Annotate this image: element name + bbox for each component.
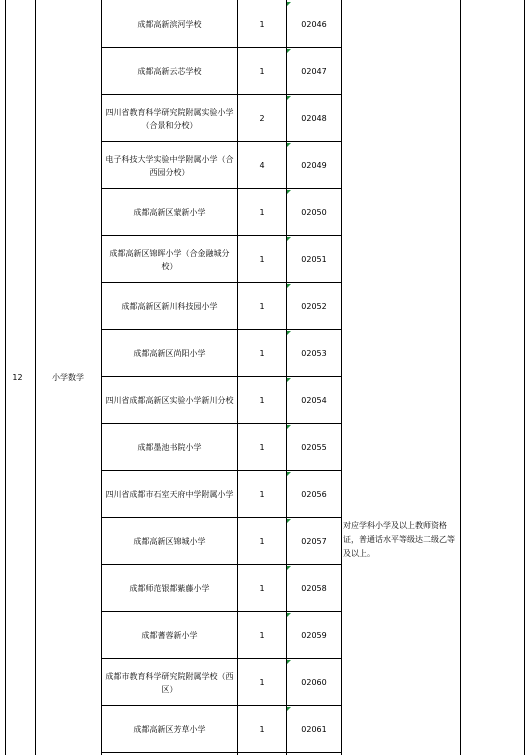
code-cell: [287, 659, 341, 706]
school-cell: [102, 236, 237, 283]
code-text: 02059: [301, 631, 327, 640]
count-cell: [238, 706, 286, 753]
code-text: 02058: [301, 584, 327, 593]
code-text: 02052: [301, 302, 327, 311]
text-number-marker: [287, 425, 291, 429]
school-cell: [102, 565, 237, 612]
count-text: 1: [259, 20, 265, 29]
school-text: 四川省教育科学研究院附属实验小学（合景和分校）: [105, 107, 234, 130]
count-cell: [238, 236, 286, 283]
count-cell: [238, 330, 286, 377]
count-cell: [238, 377, 286, 424]
code-text: 02050: [301, 208, 327, 217]
count-text: 1: [259, 631, 265, 640]
count-cell: [238, 659, 286, 706]
code-cell: [287, 48, 341, 95]
code-text: 02047: [301, 67, 327, 76]
school-cell: [102, 48, 237, 95]
text-number-marker: [287, 378, 291, 382]
school-text: 成都高新区锦城小学: [133, 537, 206, 546]
subject-text: 小学数学: [52, 373, 84, 382]
school-text: 成都师范银都紫藤小学: [129, 584, 210, 593]
code-cell: [287, 471, 341, 518]
code-cell: [287, 424, 341, 471]
school-cell: [102, 612, 237, 659]
school-text: 成都高新区蒙新小学: [133, 208, 206, 217]
code-text: 02057: [301, 537, 327, 546]
count-text: 1: [259, 302, 265, 311]
right-margin-cell: [460, 0, 529, 755]
text-number-marker: [287, 472, 291, 476]
code-text: 02053: [301, 349, 327, 358]
code-cell: [287, 330, 341, 377]
text-number-marker: [287, 613, 291, 617]
code-text: 02056: [301, 490, 327, 499]
text-number-marker: [287, 2, 291, 6]
count-text: 1: [259, 537, 265, 546]
count-text: 1: [259, 255, 265, 264]
school-cell: [102, 142, 237, 189]
count-text: 1: [259, 584, 265, 593]
text-number-marker: [287, 519, 291, 523]
requirement-cell: [340, 500, 458, 580]
school-cell: [102, 471, 237, 518]
code-cell: [287, 142, 341, 189]
code-text: 02048: [301, 114, 327, 123]
row-divider: [101, 752, 341, 753]
count-cell: [238, 518, 286, 565]
school-text: 四川省成都高新区实验小学新川分校: [105, 396, 234, 405]
text-number-marker: [287, 49, 291, 53]
school-text: 成都市教育科学研究院附属学校（西区）: [105, 671, 234, 694]
count-text: 1: [259, 208, 265, 217]
code-text: 02051: [301, 255, 327, 264]
requirement-text: 对应学科小学及以上教师资格证，普通话水平等级达二级乙等及以上。: [343, 521, 455, 558]
code-cell: [287, 1, 341, 48]
text-number-marker: [287, 566, 291, 570]
count-text: 1: [259, 490, 265, 499]
school-text: 成都高新区尚阳小学: [133, 349, 206, 358]
count-cell: [238, 283, 286, 330]
count-text: 2: [259, 114, 265, 123]
text-number-marker: [287, 284, 291, 288]
text-number-marker: [287, 707, 291, 711]
school-cell: [102, 189, 237, 236]
count-text: 1: [259, 678, 265, 687]
code-cell: [287, 518, 341, 565]
text-number-marker: [287, 660, 291, 664]
school-cell: [102, 424, 237, 471]
school-text: 成都墨池书院小学: [137, 443, 202, 452]
school-cell: [102, 706, 237, 753]
count-text: 1: [259, 443, 265, 452]
code-text: 02054: [301, 396, 327, 405]
grid-line: [35, 0, 36, 755]
count-cell: [238, 424, 286, 471]
count-cell: [238, 142, 286, 189]
text-number-marker: [287, 190, 291, 194]
school-cell: [102, 283, 237, 330]
school-cell: [102, 377, 237, 424]
code-cell: [287, 612, 341, 659]
grid-line: [5, 0, 6, 755]
count-cell: [238, 1, 286, 48]
grid-line: [460, 0, 461, 755]
code-cell: [287, 283, 341, 330]
count-text: 1: [259, 725, 265, 734]
code-cell: [287, 565, 341, 612]
count-cell: [238, 48, 286, 95]
subject-cell: [35, 0, 101, 755]
code-text: 02049: [301, 161, 327, 170]
seq-text: 12: [12, 373, 23, 382]
count-text: 4: [259, 161, 265, 170]
school-cell: [102, 330, 237, 377]
school-text: 成都高新云芯学校: [137, 67, 202, 76]
school-cell: [102, 95, 237, 142]
text-number-marker: [287, 331, 291, 335]
school-cell: [102, 659, 237, 706]
count-text: 1: [259, 396, 265, 405]
grid-line: [524, 0, 525, 755]
code-text: 02046: [301, 20, 327, 29]
count-cell: [238, 471, 286, 518]
code-cell: [287, 706, 341, 753]
school-text: 四川省成都市石室天府中学附属小学: [105, 490, 234, 499]
code-cell: [287, 95, 341, 142]
school-cell: [102, 1, 237, 48]
code-cell: [287, 236, 341, 283]
count-text: 1: [259, 67, 265, 76]
text-number-marker: [287, 143, 291, 147]
code-cell: [287, 377, 341, 424]
school-cell: [102, 518, 237, 565]
text-number-marker: [287, 237, 291, 241]
code-text: 02061: [301, 725, 327, 734]
school-text: 成都高新区芳草小学: [133, 725, 206, 734]
count-cell: [238, 95, 286, 142]
school-text: 电子科技大学实验中学附属小学（合西园分校）: [105, 154, 234, 177]
blank-cell: [335, 0, 460, 755]
count-cell: [238, 565, 286, 612]
school-text: 成都高新区新川科技园小学: [121, 302, 218, 311]
text-number-marker: [287, 96, 291, 100]
count-cell: [238, 612, 286, 659]
code-text: 02060: [301, 678, 327, 687]
school-text: 成都高新滨河学校: [137, 20, 202, 29]
grid-line: [341, 0, 342, 755]
school-text: 成都蓍蓉新小学: [141, 631, 198, 640]
code-text: 02055: [301, 443, 327, 452]
count-cell: [238, 189, 286, 236]
code-cell: [287, 189, 341, 236]
school-text: 成都高新区锦晖小学（合金融城分校）: [109, 248, 230, 271]
count-text: 1: [259, 349, 265, 358]
